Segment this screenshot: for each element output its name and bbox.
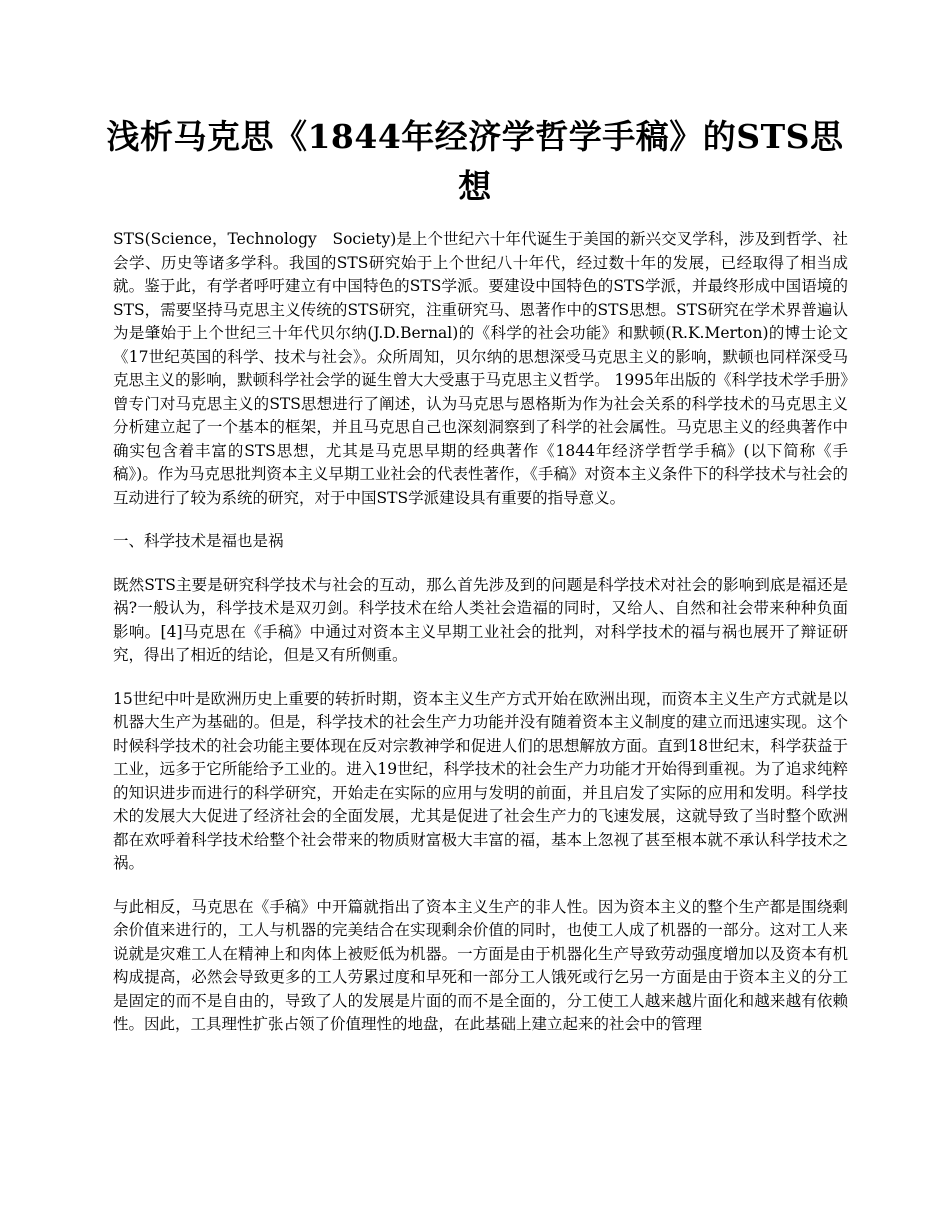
body-paragraph: 15世纪中叶是欧洲历史上重要的转折时期，资本主义生产方式开始在欧洲出现，而资本主义生产方式就是以机器大生产为基础的。但是，科学技术的社会生产力功能并没有随着资本主义制度的建立而迅速实现。这个时候科学技术的社会功能主要体现在反对宗教神学和促进人们的思想解放方面。直到18世纪末，科学获益于工业，远多于它所能给予工业的。进入19世纪，科学技术的社会生产力功能才开始得到重视。为了追求纯粹的知识进步而进行的科学研究，开始走在实际的应用与发明的前面，并且启发了实际的应用和发明。科学技术的发展大大促进了经济社会的全面发展，尤其是促进了社会生产力的飞速发展，这就导致了当时整个欧洲都在欢呼着科学技术给整个社会带来的物质财富极大丰富的福，基本上忽视了甚至根本就不承认科学技术之祸。 bbox=[113, 689, 848, 872]
intro-paragraph: STS(Science，Technology Society)是上个世纪六十年代诞生于美国的新兴交叉学科，涉及到哲学、社会学、历史等诸多学科。我国的STS研究始于上个世纪八十年代，经过数十年的发展，已经取得了相当成就。鉴于此，有学者呼吁建立有中国特色的STS学派。要建设中国特色的STS学派，并最终形成中国语境的STS，需要坚持马克思主义传统的STS研究，注重研究马、恩著作中的STS思想。STS研究在学术界普遍认为是肇始于上个世纪三十年代贝尔纳(J.D.Bernal)的《科学的社会功能》和默顿(R.K.Merton)的博士论文《17世纪英国的科学、技术与社会》。众所周知，贝尔纳的思想深受马克思主义的影响，默顿也同样深受马克思主义的影响，默顿科学社会学的诞生曾大大受惠于马克思主义哲学。 1995年出版的《科学技术学手册》曾专门对马克思主义的STS思想进行了阐述，认为马克思与恩格斯为作为社会关系的科学技术的马克思主义分析建立起了一个基本的框架，并且马克思自己也深刻洞察到了科学的社会属性。马克思主义的经典著作中确实包含着丰富的STS思想，尤其是马克思早期的经典著作《1844年经济学哲学手稿》(以下简称《手稿》)。作为马克思批判资本主义早期工业社会的代表性著作，《手稿》对资本主义条件下的科学技术与社会的互动进行了较为系统的研究，对于中国STS学派建设具有重要的指导意义。 bbox=[113, 230, 848, 507]
body-paragraph: 既然STS主要是研究科学技术与社会的互动，那么首先涉及到的问题是科学技术对社会的影响到底是福还是祸?一般认为，科学技术是双刃剑。科学技术在给人类社会造福的同时，又给人、自然和社会带来种种负面影响。[4]马克思在《手稿》中通过对资本主义早期工业社会的批判，对科学技术的福与祸也展开了辩证研究，得出了相近的结论，但是又有所侧重。 bbox=[113, 575, 848, 664]
body-paragraph: 与此相反，马克思在《手稿》中开篇就指出了资本主义生产的非人性。因为资本主义的整个生产都是围绕剩余价值来进行的，工人与机器的完美结合在实现剩余价值的同时，也使工人成了机器的一部分。这对工人来说就是灾难工人在精神上和肉体上被贬低为机器。一方面是由于机器化生产导致劳动强度增加以及资本有机构成提高，必然会导致更多的工人劳累过度和早死和一部分工人饿死或行乞另一方面是由于资本主义的分工是固定的而不是自由的，导致了人的发展是片面的而不是全面的，分工使工人越来越片面化和越来越有依赖性。因此，工具理性扩张占领了价值理性的地盘，在此基础上建立起来的社会中的管理 bbox=[113, 897, 848, 1033]
document-title: 浅析马克思《1844年经济学哲学手稿》的STS思想 bbox=[106, 117, 844, 206]
document-body bbox=[113, 228, 848, 1057]
section-heading: 一、科学技术是福也是祸 bbox=[113, 532, 284, 550]
